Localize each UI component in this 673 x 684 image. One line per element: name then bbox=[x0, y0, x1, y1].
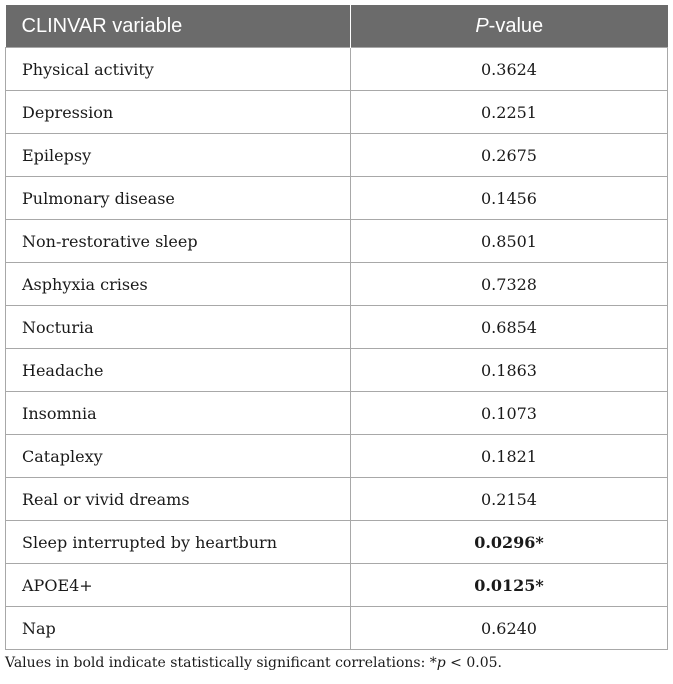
row-variable: Depression bbox=[6, 91, 351, 134]
row-pvalue: 0.7328 bbox=[351, 263, 668, 306]
row-pvalue: 0.3624 bbox=[351, 48, 668, 91]
table-row bbox=[6, 263, 668, 306]
row-variable: APOE4+ bbox=[6, 564, 351, 607]
row-variable: Nap bbox=[6, 607, 351, 650]
row-variable: Cataplexy bbox=[6, 435, 351, 478]
table-row bbox=[6, 306, 668, 349]
table-row bbox=[6, 48, 668, 91]
row-variable: Real or vivid dreams bbox=[6, 478, 351, 521]
row-pvalue: 0.2675 bbox=[351, 134, 668, 177]
table-footnote bbox=[5, 655, 502, 671]
header-pvalue-p: P bbox=[475, 14, 489, 37]
table-row bbox=[6, 564, 668, 607]
row-pvalue: 0.1863 bbox=[351, 349, 668, 392]
row-pvalue: 0.2251 bbox=[351, 91, 668, 134]
row-pvalue: 0.0125* bbox=[351, 564, 668, 607]
row-pvalue: 0.6854 bbox=[351, 306, 668, 349]
table-row bbox=[6, 521, 668, 564]
row-pvalue: 0.1456 bbox=[351, 177, 668, 220]
row-variable: Pulmonary disease bbox=[6, 177, 351, 220]
footnote-p: p bbox=[436, 655, 446, 671]
table-row bbox=[6, 607, 668, 650]
row-pvalue: 0.0296* bbox=[351, 521, 668, 564]
footnote-condition: < 0.05. bbox=[445, 655, 502, 671]
table-row bbox=[6, 478, 668, 521]
row-pvalue: 0.1073 bbox=[351, 392, 668, 435]
table-row bbox=[6, 392, 668, 435]
table-row bbox=[6, 435, 668, 478]
row-variable: Sleep interrupted by heartburn bbox=[6, 521, 351, 564]
header-pvalue-suffix: -value bbox=[488, 14, 544, 37]
data-table-container bbox=[5, 5, 667, 650]
row-pvalue: 0.8501 bbox=[351, 220, 668, 263]
header-variable: CLINVAR variable bbox=[6, 5, 351, 48]
row-variable: Physical activity bbox=[6, 48, 351, 91]
row-variable: Headache bbox=[6, 349, 351, 392]
row-variable: Epilepsy bbox=[6, 134, 351, 177]
row-pvalue: 0.6240 bbox=[351, 607, 668, 650]
row-variable: Non-restorative sleep bbox=[6, 220, 351, 263]
clinvar-table bbox=[5, 5, 668, 650]
footnote-text: Values in bold indicate statistically significant correlations: * bbox=[5, 655, 437, 671]
table-body bbox=[6, 48, 668, 650]
row-pvalue: 0.1821 bbox=[351, 435, 668, 478]
header-pvalue bbox=[351, 5, 668, 48]
table-row bbox=[6, 134, 668, 177]
row-pvalue: 0.2154 bbox=[351, 478, 668, 521]
row-variable: Asphyxia crises bbox=[6, 263, 351, 306]
row-variable: Nocturia bbox=[6, 306, 351, 349]
table-header-row bbox=[6, 5, 668, 48]
table-row bbox=[6, 91, 668, 134]
row-variable: Insomnia bbox=[6, 392, 351, 435]
table-row bbox=[6, 349, 668, 392]
table-row bbox=[6, 220, 668, 263]
table-row bbox=[6, 177, 668, 220]
